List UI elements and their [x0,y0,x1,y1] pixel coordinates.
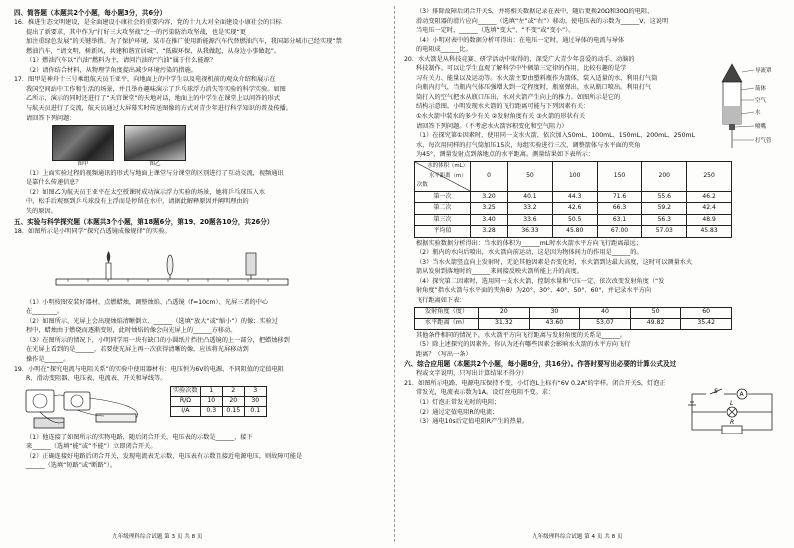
table-row [415,318,732,329]
table-cell: 60 [681,307,732,318]
q19-continued: 滑动变阻器的滑片应向______（选填“左”或“右”）移动，使电压表的示数为______V，这说明 [416,17,669,25]
optical-bench-figure [48,239,298,293]
table-cell: 66.3 [597,203,642,215]
table-cell: 67.00 [597,226,642,238]
q19-data-table [170,386,267,417]
q21-line: 21．如图所示电路，电源电压保持不变，小灯泡L上标有“6V 0.2A”的字样。闭合开关S，灯泡正 [404,379,666,387]
table-cell: 45.83 [687,226,732,238]
table-cell: I/A [171,406,201,416]
table-row [415,203,732,215]
q18-sub: 程中，蜡烛由于燃烧而逐渐变短，此时烛焰的像会向光屏上的______方移动。 [26,327,237,335]
table-row [415,307,732,318]
q21-line: 常发光，电流表示数为1A。设灯丝电阻不变。求： [416,389,555,397]
table-cell: 第二次 [415,203,471,215]
table-cell: R/Ω [171,396,201,406]
q16-line: （1）燃油汽车以“汽油”燃料为主，请问汽油的“汽油”属于什么能源？ [26,57,217,65]
q21-block [404,380,782,427]
left-page [14,8,386,526]
table-cell: 100 [552,161,597,191]
corner-top: 水的体积（mL） [427,162,468,169]
q20-line: 科技制作。可以让学生直观了解科学中牛顿第三定律的作用，比较有趣的是学 [416,65,627,73]
rocket-label: 箭体 [755,86,767,92]
table-cell: 50 [508,161,553,191]
table-cell: 20 [479,307,530,318]
q17-line: 我国空间站中工作和生活的场景，并且举办趣味演示了乒乓球浮力消失等实验的科学实验。如图 [26,85,286,93]
q19-circuit-photo [24,386,154,432]
rocket-label: 喷嘴 [755,124,767,130]
q17-sub: 是靠什么传递信息？ [26,179,82,187]
table-cell: 0.1 [244,406,266,416]
table-cell: 49.82 [630,318,681,329]
q19-continued: （4）小明对表中的数据分析可得出：在电压一定时，通过导体的电流与导体 [416,36,625,44]
figure-a-caption: 图甲 [77,161,89,168]
table-row [415,191,732,203]
q16-line: 燃油汽车，“请文明，树新风，共建和谐宜居城”、“低碳环保，从我做起，从身边小事做起”。 [26,47,281,55]
table-cell: 3.20 [471,191,508,203]
corner-sub: 水平距离（m） [429,172,467,179]
corner-left: 次数 [417,182,428,189]
table-cell: 42.6 [552,203,597,215]
table-cell: 31.32 [479,318,530,329]
q19-sub: ______（选填“短路”或“断路”）。 [26,462,117,470]
q20-line: 20．水火箭是从科技竞赛、研学活动中取得的，深受广大青少年喜爱的动手、动脑的 [404,55,635,63]
table-row [171,396,267,406]
q18-sub: 在光屏上看到的是______，若要使光屏上再一次获得清晰的像，应该将光屏移动到 [26,346,249,354]
q20-part2: 箭从发射到落地时的______来间接反映火箭所能上升的高度。 [416,268,584,276]
q18-sub: （1）小明按图安装好器材，点燃蜡烛，调整烛焰、凸透镜（f=10cm）、光屏三者的中心 [26,298,269,306]
figure-b [124,125,186,169]
q20-line: ①水火箭中装水的多少有关 ②发射角度有关 ③火箭的形状有关 [416,113,586,121]
figure-a-photo [52,125,114,161]
table-cell: 40.1 [508,191,553,203]
table-cell: 45.80 [552,226,597,238]
table-cell: 第三次 [415,214,471,226]
q18-sub: （3）在图所示的情况下，小明同学用一块有缺口的小圆纸片挡住凸透镜的上一部分，把蜡烛移到 [26,336,290,344]
q19-continued: 当电压一定时，______（选填“变大”、“不变”或“变小”）。 [416,27,575,35]
q16-line: 16．推进生态文明建设，是全面建设小康社会的重要内容，党的十九大对全面建设小康社会的目标 [14,19,282,27]
q17-sub: （2）如图乙为航天员王亚平在太空授课时成功演示浮力实验的场景，她将乒乓球压入水 [26,188,266,196]
q19-figure-row [24,386,386,432]
table-cell: 第一次 [415,191,471,203]
table-cell: 57.03 [642,226,687,238]
table-row [171,406,267,416]
q20-part2: （2）瓶内的水向后喷出，水火箭向前运动，这是因为物体间力的作用是______的。 [416,249,643,257]
section5-title: 五、实验与科学探究题（本题共3个小题，第18题6分，第19、20题各10分，共26分） [14,217,274,226]
q19-sub: （2）正确连接好电路后闭合开关，发现电流表无示数，电压表有示数且接近电源电压，则故障可能是 [26,452,303,460]
q19-sub: （1）他连接了如图所示的实物电路，随后闭合开关，电压表的示数是______，接下 [26,433,253,441]
q20-part3: 距离？（写出一条） [416,350,472,358]
q20-part2: 飞行距离如下表： [416,297,466,305]
table-cell: 0 [471,161,508,191]
table-cell: 50 [630,307,681,318]
table-cell: 1 [200,386,222,396]
water-volume-table [414,161,732,238]
q18-sub: 操作是______。 [26,356,70,364]
q17-line: 17．图甲是神舟十三号乘组航天员王亚平，向地面上的中学生以及电视机前的观众介绍和展示在 [14,76,276,84]
table-cell: 10 [200,396,222,406]
q20-part1: 为45°，测量发射点到落地点的水平距离。测量结果如下表所示： [416,151,595,159]
q20-line: 结构示意图。小明发现水火箭的飞行距离可能与下列因素有关： [416,103,590,111]
table-cell: 35.42 [681,318,732,329]
table-row [415,214,732,226]
q20-part3: 其他条件相同的情况下，水火箭平方向飞行距离与发射角度的关系是______。 [416,331,627,339]
rocket-label: 导流罩 [755,68,772,74]
q17-line: 请回答下列问题： [26,114,76,122]
figure-b-photo [124,125,186,161]
figure-a [52,125,114,169]
q17-sub: 中，松手后观察到乒乓球没有上浮而是停留在水中，请据此解释原因并阐明理由的 [26,198,249,206]
table-cell: 30 [244,396,266,406]
table-cell: 水平距离（m） [415,318,479,329]
page-divider [394,6,395,542]
footer-right: 九年级理科综合试题 第 4 页 共 8 页 [532,534,623,541]
table-cell: 20 [222,396,244,406]
q20-part1: （1）在探究第①因素时，使用同一支水火箭，依次加入50mL、100mL、150mL、200mL、250mL [416,132,696,140]
q18-sub: 在________。 [26,308,64,316]
launch-angle-table [414,307,732,330]
q19-intro: 19．小明在“探究电流与电阻关系”的实验中使用器材有：电压恒为6V的电源、不同阻值的定值电阻 [14,365,284,373]
table-cell: 200 [642,161,687,191]
table-cell: 250 [687,161,732,191]
figure-b-caption: 图乙 [149,161,161,168]
table-cell: 0.15 [222,406,244,416]
water-rocket-figure [720,60,780,152]
q20-part1: 水，每次用同样的打气筒加压15次，每组实验进行三次，调整箭体与水平面的夹角 [416,141,641,149]
q20-part2: （4）探究第二因素时，选用同一支水火箭，控制水量和气压一定，依次改变发射角度（“发 [416,277,665,285]
table-cell: 53.07 [580,318,631,329]
table-cell: 33.6 [508,214,553,226]
table-cell: 44.3 [552,191,597,203]
ammeter-label: A [739,391,744,399]
q17-figures [52,125,386,169]
section6-title-2: 程或文字说明，只写出计算结果不得分） [416,370,528,378]
table-cell: 平均值 [415,226,471,238]
table-cell: 63.1 [597,214,642,226]
q17-sub: 失的原因。 [26,208,57,216]
table-cell: 3 [244,386,266,396]
rocket-label: 水 [755,110,761,116]
table-cell: 71.6 [597,191,642,203]
table-cell: 150 [597,161,642,191]
table-cell: 36.33 [508,226,553,238]
table-cell: 56.3 [642,214,687,226]
q16-line: 提出了新要求，其中作为“打好三大攻坚战”之一的污染防治攻坚战，也是实现“更 [26,28,246,36]
q19-continued: 的电阻成______比。 [416,46,472,54]
q21-sub: （2）通过定值电阻R的电流； [416,408,499,416]
q20-line: 筒打入的空气把水从瓶口压出，水对火箭产生向上的推力。如图所示是它的 [416,93,621,101]
q17-line: 与航天员进行了交流，航天员通过大屏幕实时传送图像的方式对青少年进行科学知识的普及传播。 [26,105,293,113]
q21-sub: （1）灯泡正常发光时的电阻； [416,398,501,406]
q20-line: 习有关力、能量以及运动等。水火箭主要由塑料瓶作为箭体，装入适量的水，利用打气筒 [416,74,658,82]
q20-line: 向瓶内打气，当瓶内气体压强增大到一定程度时，瓶塞弹出，水从瓶口喷出。利用打气 [416,84,652,92]
table-row [415,226,732,238]
table-cell: 3.25 [471,203,508,215]
q20-line: 请回答下列问题。（不考虑水火箭容积变化和空气阻力） [416,122,568,130]
section6-title: 六、综合应用题（本题共2个小题，每小题8分，共16分）。作答时要写出必要的计算公式及过 [404,360,677,369]
q17-sub: （1）上面实验过程的视频通讯的形式与地面上课堂与分课堂的区别进行了互动交流，视频通讯 [26,169,284,177]
table-cell: 50.5 [552,214,597,226]
q21-sub: （3）通电10s后定值电阻R产生的热量。 [416,418,529,426]
q17-block [14,76,386,216]
table-corner-cell [415,161,471,191]
resistor-label: R [730,418,735,426]
q20-part2: 根据实验数据分析得出：当水的体积为______mL时水火箭水平方向飞行距离最远； [416,239,643,247]
table-header-row [415,161,732,191]
right-page [404,8,782,526]
table-cell: 46.2 [687,191,732,203]
q20-part2: 射角度”指水火箭与水平面的夹角θ）为20°、30°、40°、50°、60°，并记录水平方向 [416,287,652,295]
q16-line: 加注重绿色发展”的关键举措。为了保护环境，某市在推广使用新能源汽车代替燃油汽车，我国部分城市己经实现“禁 [26,38,342,46]
table-cell: 33.2 [508,203,553,215]
q17-line: 乙所示，演示的同时还进行了“天宫课堂”的天地对话，地面上的中学生在课堂上以问答的形式 [26,95,280,103]
table-header-row [171,386,267,396]
table-cell: 实验次数 [171,386,201,396]
switch-label: S [714,387,718,395]
rocket-label: 打气管 [755,138,772,144]
table-cell: 30 [529,307,580,318]
section4-title: 四、简答题（本题共2个小题，每小题3分，共6分） [14,9,167,17]
table-cell: 3.28 [471,226,508,238]
rocket-label: 空气 [755,98,767,104]
table-cell: 48.9 [687,214,732,226]
q16-block [14,19,386,75]
q21-circuit-diagram [686,386,778,434]
q19-sub: 来______（选填“能”或“不能”）立即闭合开关。 [26,443,157,451]
q20-part3: （5）除上述探究的因素外，你认为还有哪些因素会影响水火箭的水平方向飞行 [416,341,631,349]
table-cell: 2 [222,386,244,396]
table-cell: 43.60 [529,318,580,329]
table-cell: 42.4 [687,203,732,215]
table-cell: 40 [580,307,631,318]
footer-left: 九年级理科综合试题 第 3 页 共 8 页 [112,534,203,541]
table-cell: 0.3 [200,406,222,416]
q20-part2: （3）当水火箭竖直向上发射时，无论其他因素是否变化时，水火箭到达最大高度，这时可以测量水火 [416,258,693,266]
q18-intro: 18．如图所示是小明同学“探究凸透镜成像规律”的实验。 [14,227,171,235]
q19-continued: （3）排除故障后闭合开关S，并将相关数据记录在表中，随后更换20Ω和30Ω的电阻， [416,8,654,15]
q18-sub: （2）如图所示，光屏上会出现烛焰清晰倒立、______（选填“放大”或“缩小”）的像；实验过 [26,317,278,325]
table-cell: 发射角度（度） [415,307,479,318]
q19-intro-2: R、滑动变阻器、电压表、电流表、开关和导线等。 [26,375,167,383]
corner-diagonal [415,162,470,191]
table-cell: 55.6 [642,191,687,203]
q16-line: （2）请你结合材料，从物理学角度提出减少环境污染的措施。 [26,66,197,74]
lamp-label: L [730,399,734,407]
table-cell: 3.40 [471,214,508,226]
table-cell: 59.2 [642,203,687,215]
